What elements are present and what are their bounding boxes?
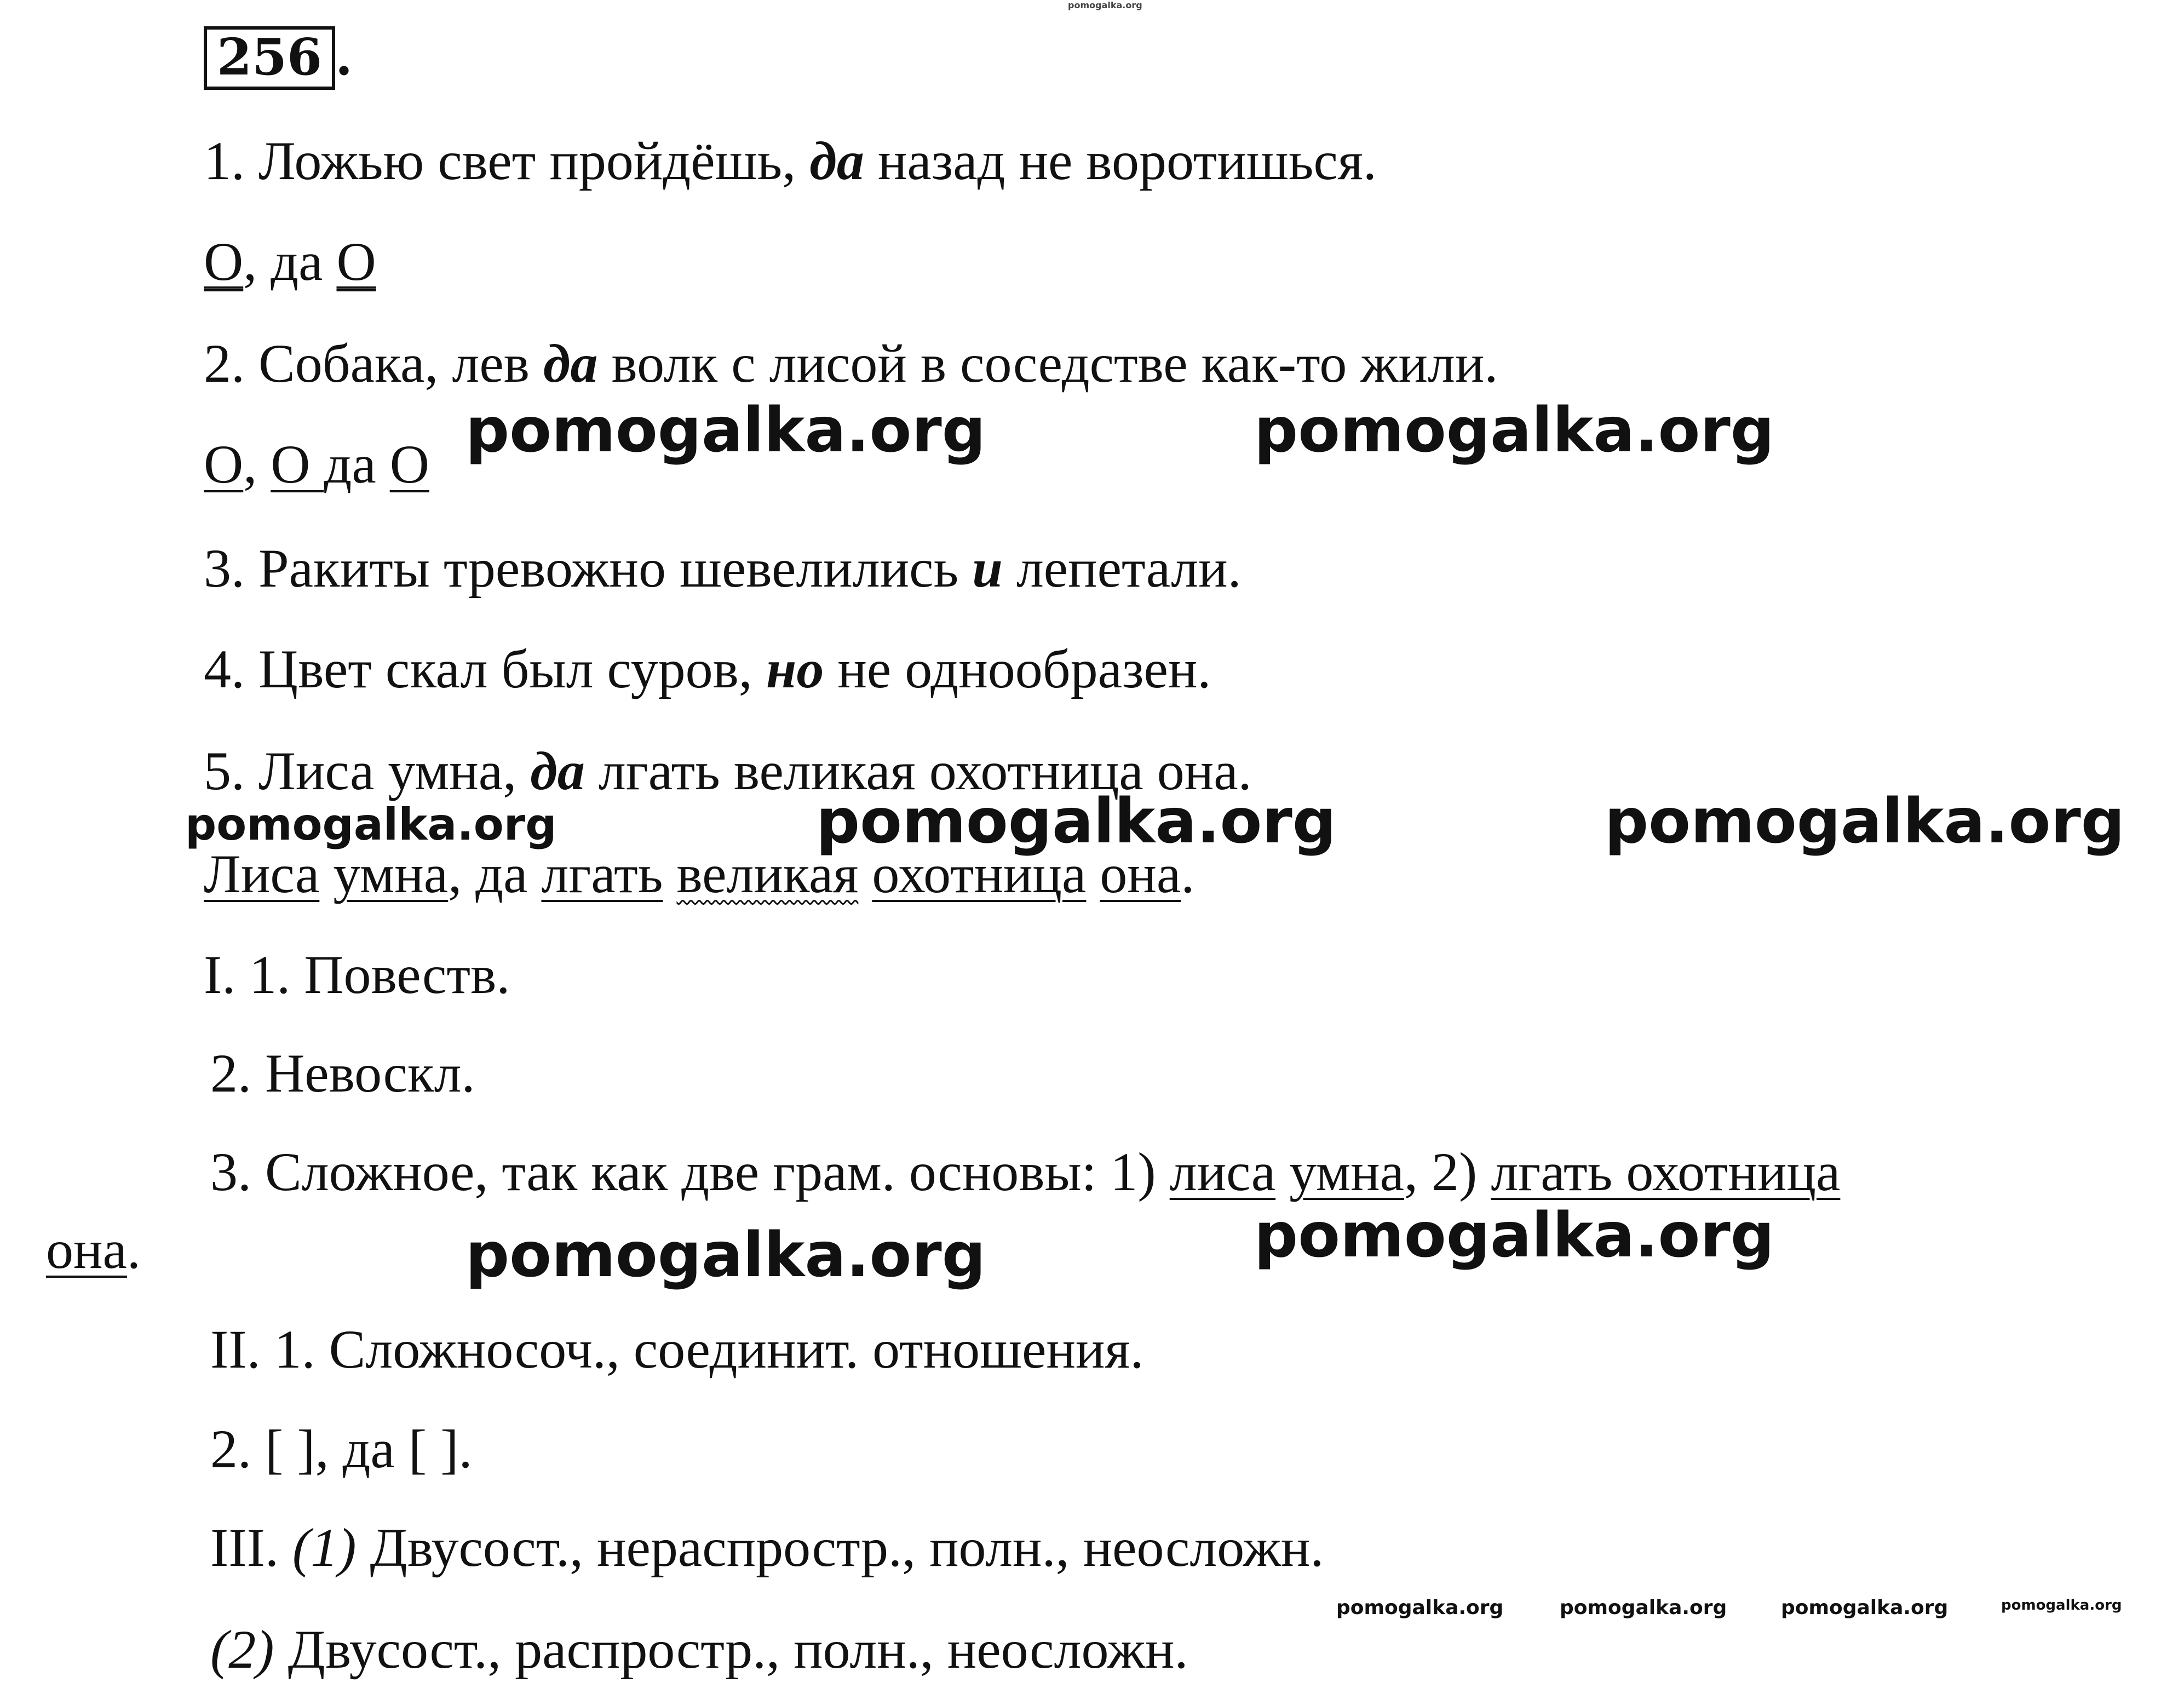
sentence-4-part-b: не однообразен. (824, 639, 1211, 699)
parsed-attribute: великая (676, 843, 859, 904)
parsed-separator: , да (448, 843, 542, 904)
exercise-number-box: 256 (204, 26, 335, 90)
analysis-3-2-text: Двусост., распростр., полн., неосложн. (274, 1619, 1188, 1680)
scheme-2-homogeneous-1: О (204, 434, 244, 495)
sentence-4-part-a: 4. Цвет скал был суров, (204, 639, 766, 699)
analysis-1-3-continuation (46, 1219, 141, 1280)
analysis-3-1-text: Двусост., нераспростр., полн., неосложн. (356, 1517, 1324, 1578)
parsed-period: . (1181, 843, 1195, 904)
scheme-2 (204, 434, 429, 495)
sentence-5-conjunction: да (530, 740, 585, 801)
analysis-1-3-period: . (127, 1219, 141, 1280)
analysis-2-1: II. 1. Сложносоч., соединит. отношения. (210, 1319, 1144, 1380)
sentence-2-part-b: волк с лисой в соседстве как-то жили. (597, 333, 1498, 394)
parsed-predicate-2b: охотница (872, 843, 1087, 904)
scheme-1-homogeneous-2: О (336, 231, 376, 292)
scheme-1 (204, 231, 376, 292)
sentence-3-conjunction: и (972, 538, 1003, 599)
analysis-3-2-number: (2) (210, 1619, 274, 1680)
watermark-6: pomogalka.org (465, 1220, 986, 1291)
analysis-3-1 (210, 1517, 1324, 1578)
analysis-1-3-subject-1: лиса (1169, 1141, 1276, 1202)
parsed-subject-2: она (1100, 843, 1181, 904)
sentence-1-part-b: назад не воротишься. (864, 130, 1377, 191)
sentence-2-conjunction: да (543, 333, 598, 394)
analysis-1-3-predicate-1: умна (1289, 1141, 1405, 1202)
watermark-7: pomogalka.org (1254, 1200, 1774, 1271)
analysis-2-2: 2. [ ], да [ ]. (210, 1419, 473, 1479)
analysis-1-3-text: 3. Сложное, так как две грам. основы: 1) (210, 1141, 1170, 1202)
watermark-1: pomogalka.org (465, 395, 986, 466)
analysis-3-2 (210, 1619, 1188, 1680)
scheme-1-separator: , да (243, 231, 337, 292)
sentence-3-part-b: лепетали. (1002, 538, 1242, 599)
sentence-1-conjunction: да (809, 130, 864, 191)
analysis-1-3 (210, 1141, 1841, 1202)
analysis-1-1: I. 1. Повеств. (204, 944, 510, 1005)
watermark-8: pomogalka.org (1336, 1597, 1504, 1619)
scheme-1-homogeneous-1: О (204, 231, 244, 292)
analysis-3-1-label: III. (210, 1517, 292, 1578)
sentence-1-part-a: 1. Ложью свет пройдёшь, (204, 130, 810, 191)
parsed-predicate-2a: лгать (541, 843, 663, 904)
analysis-1-3-separator: , 2) (1404, 1141, 1491, 1202)
sentence-1 (204, 130, 1377, 191)
scheme-2-homogeneous-2: О (271, 434, 324, 495)
scheme-2-homogeneous-3: О (389, 434, 429, 495)
watermark-10: pomogalka.org (1781, 1597, 1949, 1619)
sentence-4-conjunction: но (766, 639, 824, 699)
parsed-space-2 (663, 843, 677, 904)
exercise-number (204, 26, 353, 90)
analysis-1-3-predicate-2: лгать охотница (1491, 1141, 1841, 1202)
analysis-1-3-subject-2: она (46, 1219, 127, 1280)
sentence-2-part-a: 2. Собака, лев (204, 333, 543, 394)
watermark-11: pomogalka.org (2001, 1597, 2122, 1613)
watermark-2: pomogalka.org (1254, 395, 1774, 466)
exercise-number-dot: . (335, 27, 353, 87)
parsed-subject-1: Лиса (204, 843, 320, 904)
sentence-5-part-b: лгать великая охотница она. (584, 740, 1252, 801)
watermark-5: pomogalka.org (1605, 786, 2125, 857)
scheme-2-separator-2: да (324, 434, 390, 495)
parsed-predicate-1: умна (333, 843, 449, 904)
sentence-5-part-a: 5. Лиса умна, (204, 740, 531, 801)
sentence-4 (204, 639, 1211, 699)
watermark-top: pomogalka.org (1068, 0, 1142, 10)
parsed-space-1 (319, 843, 333, 904)
sentence-3 (204, 538, 1242, 599)
analysis-1-2: 2. Невоскл. (210, 1043, 475, 1104)
watermark-3: pomogalka.org (185, 799, 557, 850)
sentence-2 (204, 333, 1498, 394)
watermark-9: pomogalka.org (1560, 1597, 1727, 1619)
watermark-4: pomogalka.org (816, 786, 1336, 857)
analysis-1-3-space (1275, 1141, 1289, 1202)
analysis-3-1-number: (1) (292, 1517, 357, 1578)
sentence-3-part-a: 3. Ракиты тревожно шевелились (204, 538, 973, 599)
scheme-2-separator-1: , (243, 434, 271, 495)
